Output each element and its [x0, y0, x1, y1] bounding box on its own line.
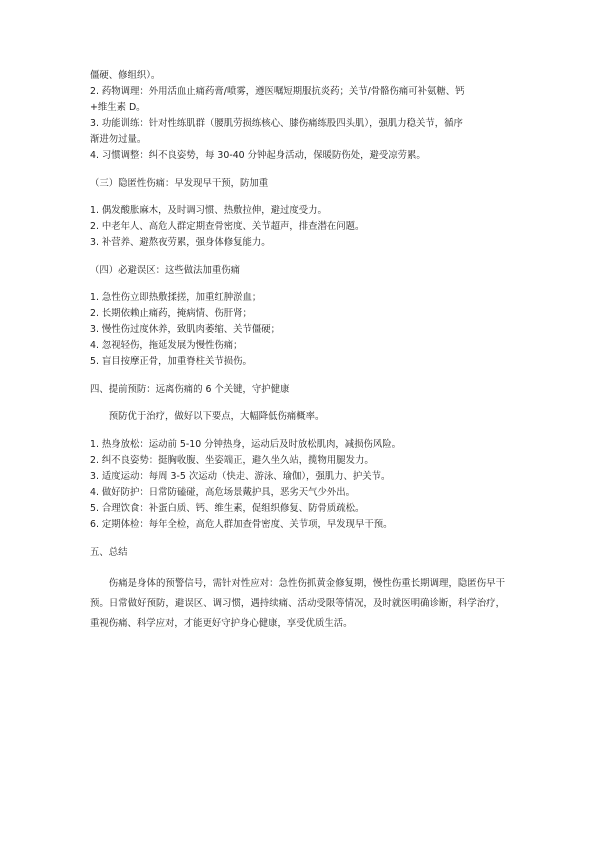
- list-item: 1. 急性伤立即热敷揉搓，加重红肿淤血；: [90, 292, 262, 303]
- section-heading-summary: 五、总结: [90, 547, 128, 558]
- list-item: 6. 定期体检：每年全检，高危人群加查骨密度、关节项，早发现早干预。: [90, 519, 393, 530]
- section-heading-misconceptions: （四）必避误区：这些做法加重伤痛: [90, 265, 241, 276]
- list-item: 5. 盲目按摩正骨，加重脊柱关节损伤。: [90, 356, 252, 367]
- prevention-list: [90, 437, 505, 533]
- list-item: 3. 补营养、避熬夜劳累，强身体修复能力。: [90, 237, 271, 248]
- treatment-item: 2. 药物调理：外用活血止痛药膏/喷雾，遵医嘱短期服抗炎药；关节/骨骼伤痛可补氨糖、钙: [90, 86, 465, 97]
- list-item: 4. 做好防护：日常防磕碰，高危场景戴护具，恶劣天气少外出。: [90, 487, 356, 498]
- treatment-item-continued: 渐进勿过量。: [90, 134, 147, 145]
- list-item: 2. 纠不良姿势：挺胸收腹、坐姿端正，避久坐久站，揽物用腿发力。: [90, 455, 374, 466]
- summary-paragraph: 伤痛是身体的预警信号，需针对性应对：急性伤抓黄金修复期，慢性伤重长期调理，隐匿伤早干预。日常做好预防，避误区、调习惯，遇持续痛、活动受限等情况，及时就医明确诊断，科学治疗，重视伤痛、科学应对，才能更好守护身心健康，享受优质生活。: [90, 578, 505, 629]
- list-item: 2. 中老年人、高危人群定期查骨密度、关节超声，排查潜在问题。: [90, 221, 365, 232]
- list-item: 4. 忽视轻伤，拖延发展为慢性伤痛；: [90, 340, 243, 351]
- list-item: 3. 慢性伤过度休养，致肌肉萎缩、关节僵硬；: [90, 324, 281, 335]
- intro-fragment: 僵硬、修组织）。: [90, 70, 161, 81]
- list-item: 1. 偶发酸胀麻木，及时调习惯、热敷拉伸，避过度受力。: [90, 205, 327, 216]
- misconceptions-list: [90, 290, 505, 370]
- hidden-injury-list: [90, 203, 505, 251]
- list-item: 3. 适度运动：每周 3-5 次运动（快走、游泳、瑜伽），强肌力、护关节。: [90, 471, 391, 482]
- treatment-list: [90, 84, 505, 164]
- section-heading-prevention: 四、提前预防：远离伤痛的 6 个关键，守护健康: [90, 384, 290, 395]
- prevention-intro: 预防优于治疗，做好以下要点，大幅降低伤痛概率。: [108, 411, 325, 422]
- list-item: 1. 热身放松：运动前 5-10 分钟热身，运动后及时放松肌肉，减损伤风险。: [90, 439, 402, 450]
- list-item: 2. 长期依赖止痛药，掩病情、伤肝肾；: [90, 308, 252, 319]
- section-heading-hidden-injury: （三）隐匿性伤痛：早发现早干预，防加重: [90, 178, 269, 189]
- list-item: 5. 合理饮食：补蛋白质、钙、维生素，促组织修复、防骨质疏松。: [90, 503, 365, 514]
- treatment-item: 3. 功能训练：针对性练肌群（腰肌劳损练核心、膝伤痛练股四头肌），强肌力稳关节，循序: [90, 118, 463, 129]
- treatment-item: 4. 习惯调整：纠不良姿势，每 30-40 分钟起身活动，保暖防伤处，避受凉劳累。: [90, 150, 426, 161]
- treatment-item-continued: +维生素 D。: [90, 102, 146, 113]
